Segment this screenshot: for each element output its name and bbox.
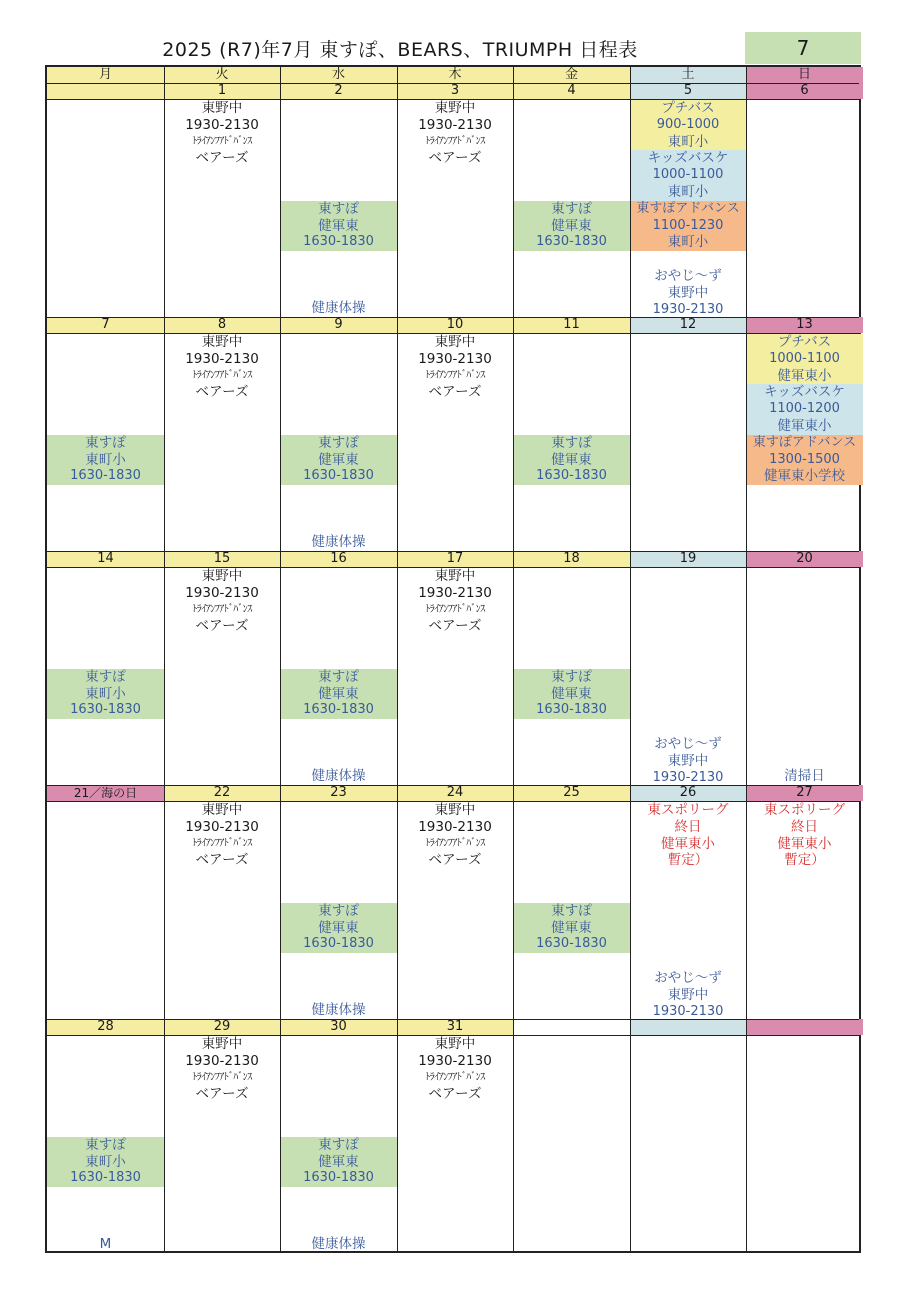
date-number: 21／海の日 bbox=[47, 785, 164, 801]
event-line: 900-1000 bbox=[656, 116, 720, 132]
event-line: 東すぽ bbox=[85, 668, 126, 685]
event-text: 1930-2130 bbox=[185, 350, 259, 367]
event-line: 健軍東 bbox=[318, 451, 359, 468]
event-text: 東野中 bbox=[434, 334, 476, 350]
event-text: ﾄﾗｲｱﾝﾌｱﾄﾞﾊﾞﾝｽ bbox=[192, 135, 252, 147]
event-text: ﾄﾗｲｱﾝﾌｱﾄﾞﾊﾞﾝｽ bbox=[425, 603, 485, 615]
event-line: 終日 bbox=[674, 818, 702, 835]
event-line: 1300-1500 bbox=[769, 451, 840, 467]
event-text: ベアーズ bbox=[195, 384, 249, 401]
event-line: 1000-1100 bbox=[652, 167, 724, 183]
event-block bbox=[630, 970, 746, 1020]
event-text: 東野中 bbox=[434, 568, 476, 584]
weekday-header: 木 bbox=[397, 67, 513, 83]
event-line: プチバス bbox=[777, 334, 832, 350]
event-line: 1630-1830 bbox=[536, 468, 607, 484]
footer-note: 健康体操 bbox=[311, 300, 366, 316]
event-line: 1630-1830 bbox=[303, 702, 374, 718]
date-number: 9 bbox=[280, 317, 397, 333]
grid-line bbox=[47, 317, 859, 318]
weekday-header: 水 bbox=[280, 67, 397, 83]
date-number bbox=[630, 1019, 746, 1035]
grid-line bbox=[47, 1019, 859, 1020]
event-line: 1630-1830 bbox=[70, 702, 141, 718]
event-line: 東すぽ bbox=[551, 434, 592, 451]
event-text: ﾄﾗｲｱﾝﾌｱﾄﾞﾊﾞﾝｽ bbox=[425, 369, 485, 381]
event-line: 1630-1830 bbox=[303, 936, 374, 952]
event-line: 東すぽ bbox=[85, 1136, 126, 1153]
date-number: 16 bbox=[280, 551, 397, 567]
grid-line bbox=[280, 67, 281, 1251]
event-text: ベアーズ bbox=[428, 1086, 482, 1103]
date-number: 5 bbox=[630, 83, 746, 99]
event-line: 東すぽ bbox=[551, 902, 592, 919]
event-line: 1000-1100 bbox=[769, 350, 840, 366]
event-text: ベアーズ bbox=[195, 852, 249, 869]
date-number: 29 bbox=[164, 1019, 280, 1035]
event-line: 東町小 bbox=[85, 1153, 126, 1170]
footer-note: 健康体操 bbox=[311, 1002, 366, 1018]
event-text: 東野中 bbox=[434, 802, 476, 818]
date-number bbox=[513, 1019, 630, 1035]
event-text: 東野中 bbox=[201, 334, 243, 350]
date-number: 14 bbox=[47, 551, 164, 567]
event-line: 1630-1830 bbox=[536, 936, 607, 952]
page-title: 2025 (R7)年7月 東すぽ、BEARS、TRIUMPH 日程表 bbox=[162, 39, 638, 61]
event-line: 暫定） bbox=[784, 852, 825, 869]
event-block bbox=[630, 201, 746, 251]
event-line: 東すぽ bbox=[85, 434, 126, 451]
date-number: 8 bbox=[164, 317, 280, 333]
event-line: 健軍東 bbox=[318, 1153, 359, 1170]
grid-line bbox=[397, 67, 398, 1251]
date-number: 18 bbox=[513, 551, 630, 567]
event-line: 東すぽアドバンス bbox=[752, 434, 857, 450]
event-line: 1630-1830 bbox=[536, 702, 607, 718]
event-line: 健軍東 bbox=[318, 919, 359, 936]
event-line: 健軍東小 bbox=[777, 835, 832, 852]
event-text: 1930-2130 bbox=[418, 350, 492, 367]
footer-note: 健康体操 bbox=[311, 768, 366, 784]
event-text: ﾄﾗｲｱﾝﾌｱﾄﾞﾊﾞﾝｽ bbox=[425, 837, 485, 849]
event-line: 東すぽ bbox=[318, 902, 359, 919]
event-line: 1630-1830 bbox=[303, 234, 374, 250]
event-line: おやじ～ず bbox=[654, 268, 722, 284]
event-line: 東すぽ bbox=[551, 200, 592, 217]
grid-line bbox=[47, 551, 859, 552]
date-number: 2 bbox=[280, 83, 397, 99]
grid-line bbox=[47, 567, 859, 568]
event-line: 健軍東 bbox=[318, 685, 359, 702]
date-number: 26 bbox=[630, 785, 746, 801]
grid-line bbox=[513, 67, 514, 1251]
event-line: 1630-1830 bbox=[303, 468, 374, 484]
date-number: 11 bbox=[513, 317, 630, 333]
event-line: おやじ～ず bbox=[654, 970, 722, 986]
event-block bbox=[513, 903, 630, 953]
footer-note: 清掃日 bbox=[784, 768, 825, 784]
grid-line bbox=[630, 67, 631, 1251]
event-line: キッズバスケ bbox=[647, 150, 729, 167]
event-text: ﾄﾗｲｱﾝﾌｱﾄﾞﾊﾞﾝｽ bbox=[425, 135, 485, 147]
event-text: ﾄﾗｲｱﾝﾌｱﾄﾞﾊﾞﾝｽ bbox=[192, 369, 252, 381]
event-text: 東野中 bbox=[201, 802, 243, 818]
weekday-header: 月 bbox=[47, 67, 164, 83]
event-line: 健軍東小学校 bbox=[764, 468, 845, 485]
event-line: 東スポリーグ bbox=[647, 802, 729, 818]
weekday-header: 火 bbox=[164, 67, 280, 83]
grid-line bbox=[47, 99, 859, 100]
weekday-header: 土 bbox=[630, 67, 746, 83]
event-line: 1930-2130 bbox=[652, 1003, 724, 1019]
event-block bbox=[513, 201, 630, 251]
event-text: ﾄﾗｲｱﾝﾌｱﾄﾞﾊﾞﾝｽ bbox=[192, 603, 252, 615]
grid-line bbox=[47, 801, 859, 802]
event-line: 健軍東 bbox=[551, 451, 592, 468]
event-line: 1100-1230 bbox=[652, 217, 724, 233]
event-block bbox=[280, 201, 397, 251]
event-block bbox=[280, 903, 397, 953]
date-number: 13 bbox=[746, 317, 863, 333]
event-line: 終日 bbox=[791, 818, 818, 835]
weekday-header: 金 bbox=[513, 67, 630, 83]
date-number: 15 bbox=[164, 551, 280, 567]
event-block bbox=[47, 1137, 164, 1187]
date-number: 24 bbox=[397, 785, 513, 801]
event-text: ﾄﾗｲｱﾝﾌｱﾄﾞﾊﾞﾝｽ bbox=[192, 1071, 252, 1083]
date-number: 20 bbox=[746, 551, 863, 567]
event-line: 東町小 bbox=[667, 133, 709, 150]
event-line: 1630-1830 bbox=[70, 468, 141, 484]
event-block bbox=[630, 736, 746, 786]
date-number: 30 bbox=[280, 1019, 397, 1035]
event-text: 1930-2130 bbox=[418, 584, 492, 601]
event-text: 1930-2130 bbox=[185, 818, 259, 835]
event-line: 1630-1830 bbox=[536, 234, 607, 250]
date-number: 12 bbox=[630, 317, 746, 333]
event-line: 東野中 bbox=[667, 752, 709, 769]
event-block bbox=[47, 669, 164, 719]
event-line: 東町小 bbox=[85, 685, 126, 702]
event-line: 東すぽ bbox=[318, 1136, 359, 1153]
event-line: 健軍東小 bbox=[777, 367, 832, 384]
event-block bbox=[746, 384, 863, 434]
grid-line bbox=[47, 333, 859, 334]
event-line: プチバス bbox=[661, 100, 715, 116]
event-text: 東野中 bbox=[201, 568, 243, 584]
event-text: ﾄﾗｲｱﾝﾌｱﾄﾞﾊﾞﾝｽ bbox=[425, 1071, 485, 1083]
event-line: 健軍東 bbox=[318, 217, 359, 234]
event-line: 健軍東 bbox=[551, 217, 592, 234]
grid-line bbox=[164, 67, 165, 1251]
event-text: 1930-2130 bbox=[418, 1052, 492, 1069]
date-number: 25 bbox=[513, 785, 630, 801]
event-line: 1930-2130 bbox=[652, 301, 724, 317]
event-text: ベアーズ bbox=[195, 150, 249, 167]
event-text: ベアーズ bbox=[428, 384, 482, 401]
event-line: 東スポリーグ bbox=[764, 802, 845, 818]
date-number: 19 bbox=[630, 551, 746, 567]
footer-note: 健康体操 bbox=[311, 534, 366, 550]
event-line: 1630-1830 bbox=[303, 1170, 374, 1186]
event-line: 1930-2130 bbox=[652, 769, 724, 785]
event-text: 東野中 bbox=[201, 1036, 243, 1052]
month-number: 7 bbox=[745, 32, 861, 64]
event-line: 1630-1830 bbox=[70, 1170, 141, 1186]
date-number bbox=[47, 83, 164, 99]
event-block bbox=[280, 435, 397, 485]
event-line: 健軍東小 bbox=[777, 417, 832, 434]
event-block bbox=[513, 669, 630, 719]
event-text: ベアーズ bbox=[195, 1086, 249, 1103]
date-number: 10 bbox=[397, 317, 513, 333]
grid-line bbox=[47, 785, 859, 786]
event-text: 1930-2130 bbox=[418, 116, 492, 133]
weekday-header: 日 bbox=[746, 67, 863, 83]
date-number bbox=[746, 1019, 863, 1035]
date-number: 28 bbox=[47, 1019, 164, 1035]
event-line: 東すぽ bbox=[318, 668, 359, 685]
date-number: 22 bbox=[164, 785, 280, 801]
event-line: 東町小 bbox=[85, 451, 126, 468]
event-block bbox=[280, 1137, 397, 1187]
event-line: 1100-1200 bbox=[769, 401, 840, 417]
event-text: 1930-2130 bbox=[418, 818, 492, 835]
event-text: ベアーズ bbox=[428, 150, 482, 167]
event-block bbox=[746, 802, 863, 869]
event-text: 1930-2130 bbox=[185, 1052, 259, 1069]
event-line: 東すぽ bbox=[551, 668, 592, 685]
event-block bbox=[280, 669, 397, 719]
event-line: 東野中 bbox=[667, 284, 709, 301]
event-line: 健軍東 bbox=[551, 685, 592, 702]
event-line: 東すぽ bbox=[318, 434, 359, 451]
date-number: 3 bbox=[397, 83, 513, 99]
event-block bbox=[746, 435, 863, 485]
footer-note: M bbox=[99, 1236, 112, 1252]
footer-note: 健康体操 bbox=[311, 1236, 366, 1252]
date-number: 31 bbox=[397, 1019, 513, 1035]
date-number: 23 bbox=[280, 785, 397, 801]
date-number: 27 bbox=[746, 785, 863, 801]
event-text: 東野中 bbox=[434, 1036, 476, 1052]
event-line: 健軍東 bbox=[551, 919, 592, 936]
event-block bbox=[513, 435, 630, 485]
calendar-grid bbox=[45, 65, 861, 1253]
event-text: 東野中 bbox=[434, 100, 476, 116]
date-number: 1 bbox=[164, 83, 280, 99]
event-line: 東野中 bbox=[667, 986, 709, 1003]
event-line: 健軍東小 bbox=[661, 835, 715, 852]
event-text: ベアーズ bbox=[428, 852, 482, 869]
date-number: 6 bbox=[746, 83, 863, 99]
event-text: 1930-2130 bbox=[185, 584, 259, 601]
event-line: 東すぽ bbox=[318, 200, 359, 217]
event-line: おやじ～ず bbox=[654, 736, 722, 752]
event-text: ﾄﾗｲｱﾝﾌｱﾄﾞﾊﾞﾝｽ bbox=[192, 837, 252, 849]
event-block bbox=[630, 268, 746, 318]
date-number: 4 bbox=[513, 83, 630, 99]
event-block bbox=[47, 435, 164, 485]
date-number: 7 bbox=[47, 317, 164, 333]
event-block bbox=[746, 334, 863, 384]
event-block bbox=[630, 100, 746, 150]
event-text: 東野中 bbox=[201, 100, 243, 116]
grid-line bbox=[746, 67, 747, 1251]
event-text: ベアーズ bbox=[195, 618, 249, 635]
date-number: 17 bbox=[397, 551, 513, 567]
event-block bbox=[630, 802, 746, 869]
event-line: 東町小 bbox=[667, 234, 709, 251]
event-line: 東すぽアドバンス bbox=[636, 200, 740, 216]
event-line: 東町小 bbox=[667, 183, 709, 200]
event-text: ベアーズ bbox=[428, 618, 482, 635]
event-text: 1930-2130 bbox=[185, 116, 259, 133]
event-line: 暫定） bbox=[667, 852, 709, 869]
grid-line bbox=[47, 1035, 859, 1036]
event-block bbox=[630, 150, 746, 200]
grid-line bbox=[47, 83, 859, 84]
event-line: キッズバスケ bbox=[764, 384, 845, 401]
